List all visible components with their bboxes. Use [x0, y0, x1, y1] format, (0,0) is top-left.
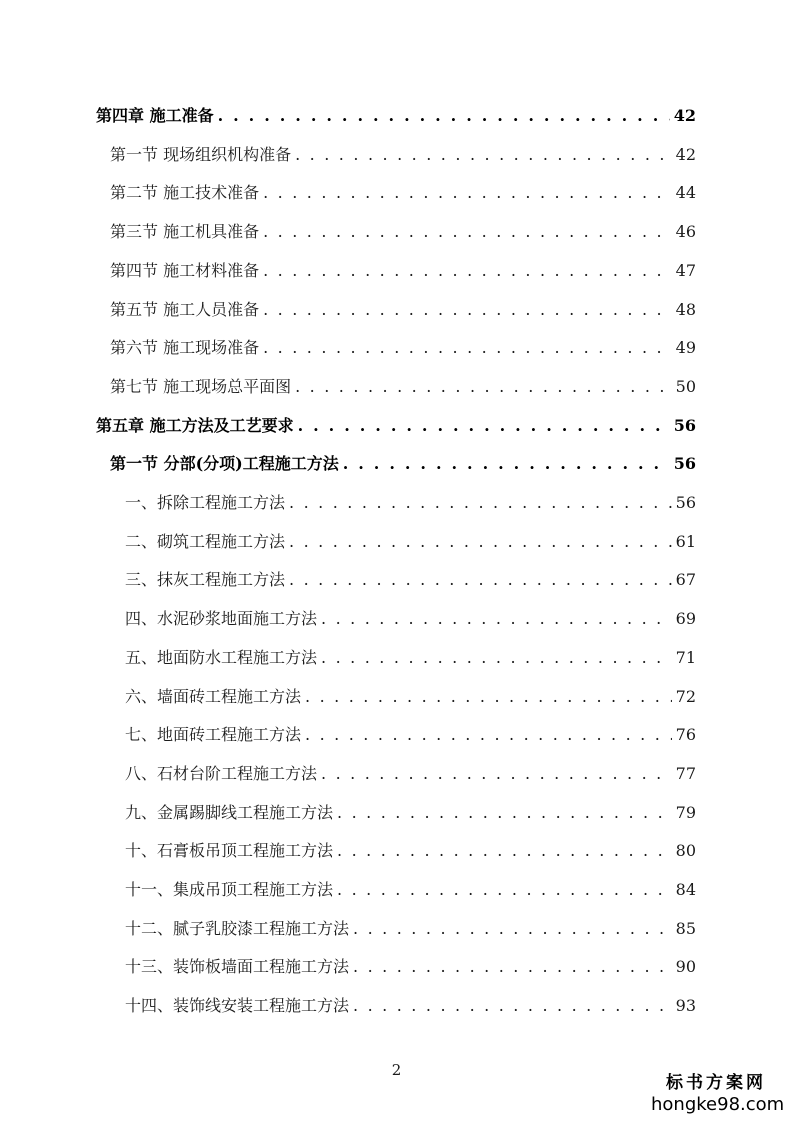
toc-entry-page: 42: [675, 145, 696, 164]
toc-entry[interactable]: [110, 259, 696, 283]
dot-leader: [295, 375, 672, 399]
dot-leader: [305, 723, 672, 747]
toc-entry-title: 五、地面防水工程施工方法: [125, 648, 318, 667]
toc-entry[interactable]: [125, 607, 696, 631]
toc-entry[interactable]: [125, 955, 696, 979]
toc-entry[interactable]: [110, 220, 696, 244]
toc-entry-page: 84: [675, 880, 696, 899]
toc-entry-title: 第五节 施工人员准备: [110, 300, 260, 319]
toc-entry-page: 50: [675, 377, 696, 396]
toc-entry-title: 十、石膏板吊顶工程施工方法: [125, 841, 334, 860]
toc-entry[interactable]: [110, 336, 696, 360]
toc-entry-page: 47: [675, 261, 696, 280]
toc-entry[interactable]: [125, 646, 696, 670]
toc-entry[interactable]: [125, 723, 696, 747]
dot-leader: [263, 336, 672, 360]
toc-entry-title: 第七节 施工现场总平面图: [110, 377, 292, 396]
toc-entry-title: 第六节 施工现场准备: [110, 338, 260, 357]
toc-entry-title: 十四、装饰线安装工程施工方法: [125, 996, 350, 1015]
dot-leader: [295, 143, 672, 167]
toc-entry[interactable]: [125, 801, 696, 825]
toc-entry[interactable]: [125, 685, 696, 709]
toc-entry-page: 93: [675, 996, 696, 1015]
watermark-url: hongke98.com: [651, 1094, 785, 1115]
toc-entry-page: 77: [675, 764, 696, 783]
toc-entry-title: 十三、装饰板墙面工程施工方法: [125, 957, 350, 976]
dot-leader: [337, 801, 672, 825]
toc-entry-title: 第一节 分部(分项)工程施工方法: [110, 454, 339, 473]
page-number: 2: [391, 1061, 402, 1079]
toc-entry-title: 第三节 施工机具准备: [110, 222, 260, 241]
dot-leader: [353, 994, 672, 1018]
toc-entry-page: 56: [673, 454, 696, 473]
toc-entry-title: 七、地面砖工程施工方法: [125, 725, 302, 744]
dot-leader: [298, 414, 670, 438]
toc-entry[interactable]: [110, 452, 696, 476]
toc-entry-page: 72: [675, 687, 696, 706]
watermark-logo: [651, 1072, 785, 1116]
dot-leader: [263, 298, 672, 322]
dot-leader: [289, 491, 672, 515]
toc-entry-page: 85: [675, 919, 696, 938]
toc-entry[interactable]: [110, 181, 696, 205]
dot-leader: [337, 878, 672, 902]
dot-leader: [218, 104, 670, 128]
toc-entry-page: 79: [675, 803, 696, 822]
toc-entry-title: 九、金属踢脚线工程施工方法: [125, 803, 334, 822]
dot-leader: [353, 955, 672, 979]
toc-entry-page: 61: [675, 532, 696, 551]
dot-leader: [263, 181, 672, 205]
toc-entry-title: 第二节 施工技术准备: [110, 183, 260, 202]
dot-leader: [321, 762, 672, 786]
toc-entry-title: 四、水泥砂浆地面施工方法: [125, 609, 318, 628]
toc-entry[interactable]: [110, 298, 696, 322]
dot-leader: [343, 452, 670, 476]
toc-entry[interactable]: [125, 762, 696, 786]
toc-entry-title: 第四章 施工准备: [96, 106, 214, 125]
dot-leader: [321, 646, 672, 670]
toc-entry[interactable]: [96, 414, 696, 438]
toc-entry-page: 56: [675, 493, 696, 512]
toc-entry-page: 80: [675, 841, 696, 860]
toc-entry-page: 49: [675, 338, 696, 357]
toc-entry-title: 一、拆除工程施工方法: [125, 493, 286, 512]
toc-entry-title: 十二、腻子乳胶漆工程施工方法: [125, 919, 350, 938]
toc-entry[interactable]: [96, 104, 696, 128]
dot-leader: [353, 917, 672, 941]
dot-leader: [263, 259, 672, 283]
toc-entry[interactable]: [125, 994, 696, 1018]
dot-leader: [263, 220, 672, 244]
toc-entry[interactable]: [125, 568, 696, 592]
toc-entry-page: 67: [675, 570, 696, 589]
toc-entry-page: 44: [675, 183, 696, 202]
toc-entry-page: 48: [675, 300, 696, 319]
toc-entry-title: 第五章 施工方法及工艺要求: [96, 416, 294, 435]
toc-entry-title: 十一、集成吊顶工程施工方法: [125, 880, 334, 899]
toc-entry-title: 第一节 现场组织机构准备: [110, 145, 292, 164]
toc-entry-title: 六、墙面砖工程施工方法: [125, 687, 302, 706]
toc-entry-page: 42: [673, 106, 696, 125]
dot-leader: [289, 568, 672, 592]
toc-entry[interactable]: [125, 491, 696, 515]
toc-entry-page: 76: [675, 725, 696, 744]
toc-entry[interactable]: [110, 143, 696, 167]
toc-entry-page: 56: [673, 416, 696, 435]
toc-entry-title: 三、抹灰工程施工方法: [125, 570, 286, 589]
toc-entry[interactable]: [125, 530, 696, 554]
dot-leader: [305, 685, 672, 709]
dot-leader: [321, 607, 672, 631]
dot-leader: [337, 839, 672, 863]
toc-entry[interactable]: [125, 917, 696, 941]
toc-entry[interactable]: [125, 878, 696, 902]
toc-entry-title: 八、石材台阶工程施工方法: [125, 764, 318, 783]
toc-entry-page: 90: [675, 957, 696, 976]
toc-entry-page: 71: [675, 648, 696, 667]
toc-entry[interactable]: [110, 375, 696, 399]
toc-entry-title: 第四节 施工材料准备: [110, 261, 260, 280]
toc-entry[interactable]: [125, 839, 696, 863]
toc-entry-title: 二、砌筑工程施工方法: [125, 532, 286, 551]
dot-leader: [289, 530, 672, 554]
toc-entry-page: 69: [675, 609, 696, 628]
toc-entry-page: 46: [675, 222, 696, 241]
watermark-name: 标书方案网: [666, 1073, 766, 1093]
